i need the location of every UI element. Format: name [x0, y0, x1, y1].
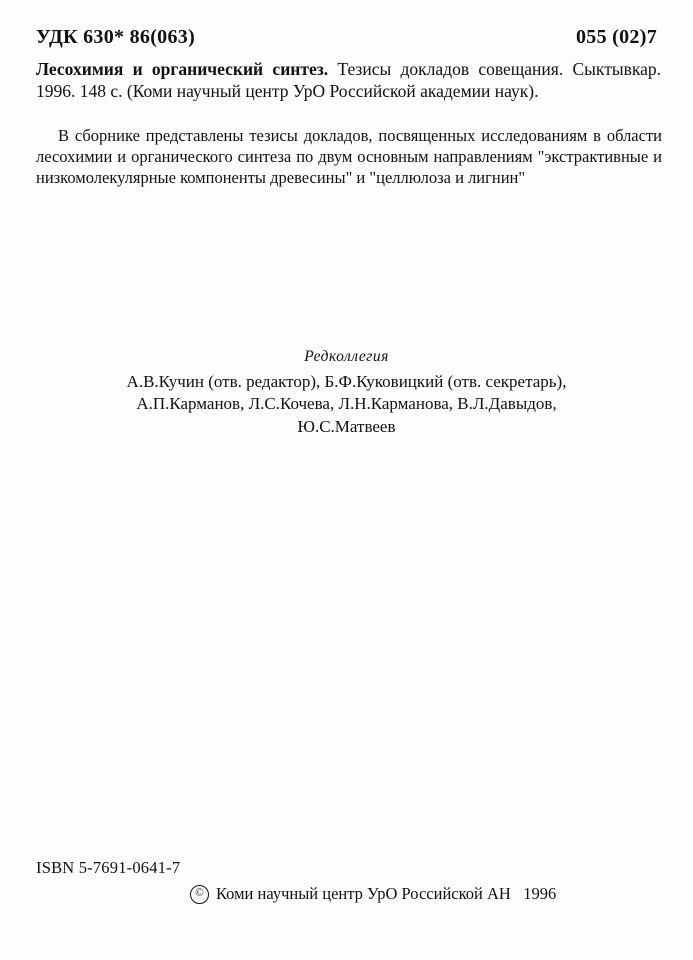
publication-title: Лесохимия и органический синтез.: [36, 59, 329, 79]
header-row: [36, 26, 657, 49]
editorial-board-line: А.П.Карманов, Л.С.Кочева, Л.Н.Карманова, В.Л.Давыдов,: [136, 394, 557, 414]
editorial-board-line: Ю.С.Матвеев: [297, 416, 396, 436]
copyright-icon: ©: [190, 885, 209, 904]
editorial-board-heading: Редколлегия: [304, 348, 389, 365]
udk-code: УДК 630* 86(063): [36, 26, 196, 48]
copyright-line: [190, 884, 556, 904]
editorial-board: [36, 348, 657, 438]
annotation-paragraph: В сборнике представлены тезисы докладов, посвященных исследованиям в области лесохимии и органического синтеза по двум основным направлениям "экстрактивные и низкомолекулярные компоненты древесины" и "целлюлоза и лигнин": [36, 126, 662, 187]
title-block: [36, 58, 661, 102]
copyright-holder: Коми научный центр УрО Российской АН 1996: [216, 884, 557, 903]
editorial-board-line: А.В.Кучин (отв. редактор), Б.Ф.Куковицкий (отв. секретарь),: [126, 372, 567, 391]
isbn-number: ISBN 5-7691-0641-7: [36, 858, 181, 877]
publisher-code: 055 (02)7: [575, 26, 657, 48]
publication-imprint: Тезисы докладов совещания. Сыктывкар. 1996. 148 с. (Коми научный центр УрО Российской академии наук).: [36, 59, 661, 102]
